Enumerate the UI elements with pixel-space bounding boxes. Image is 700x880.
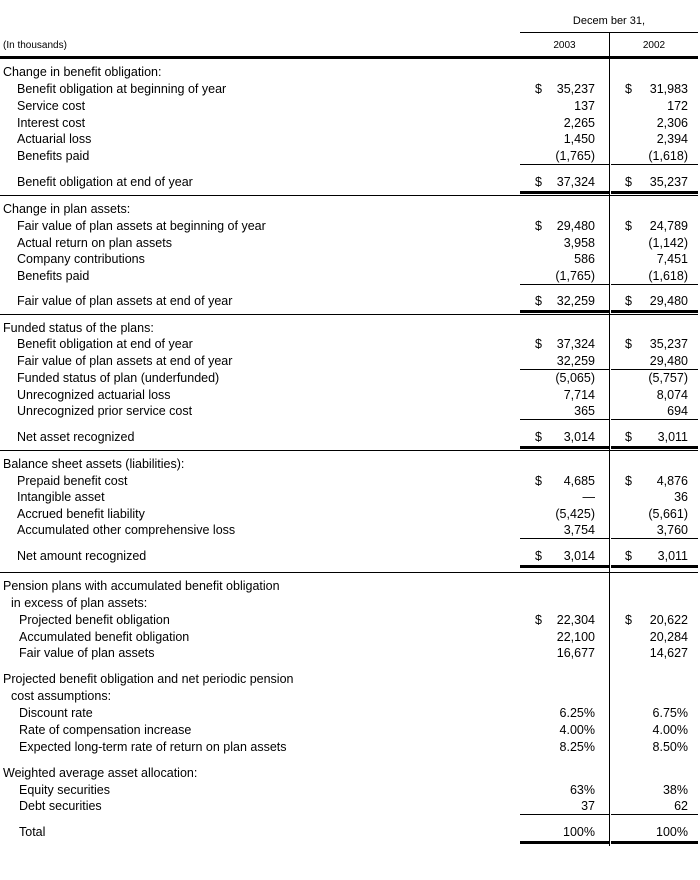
row-label: Net asset recognized [17,430,135,444]
value-2002: 35,237 [649,337,688,351]
row-label: Funded status of the plans: [3,321,154,335]
dollar-sign-2002: $ [625,474,632,488]
dollar-sign-2002: $ [625,294,632,308]
total-double-rule [520,310,609,313]
row-label: Change in plan assets: [3,202,131,216]
row-label: Prepaid benefit cost [17,474,128,488]
row-label: Rate of compensation increase [19,723,192,737]
value-2003: 3,014 [563,430,595,444]
value-2003: 29,480 [556,219,595,233]
table-row [0,201,700,217]
value-2002: 4.00% [652,723,688,737]
table-row [0,595,700,611]
value-2002: 100% [656,825,688,839]
table-row [0,387,700,403]
table-row [0,671,700,687]
row-label: Accrued benefit liability [17,507,145,521]
row-label: Unrecognized actuarial loss [17,388,171,402]
value-2003: 32,259 [556,294,595,308]
value-2002: 3,760 [656,523,688,537]
table-row [0,705,700,721]
value-2003: 7,714 [563,388,595,402]
table-row [0,506,700,522]
subtotal-rule [611,369,698,370]
value-2003: 4,685 [563,474,595,488]
year-2003-header: 2003 [553,40,576,51]
subtotal-rule [520,164,609,165]
value-2003: 3,014 [563,549,595,563]
row-label: Discount rate [19,706,93,720]
value-2003: 22,304 [556,613,595,627]
total-double-rule [520,565,609,568]
row-label: Balance sheet assets (liabilities): [3,457,185,471]
row-label: Company contributions [17,252,145,266]
subtotal-rule [520,814,609,815]
dollar-sign-2003: $ [535,219,542,233]
value-2002: (1,142) [648,236,688,250]
table-row [0,98,700,114]
dollar-sign-2002: $ [625,337,632,351]
table-row [0,722,700,738]
value-2003: 22,100 [556,630,595,644]
row-label: Benefits paid [17,149,90,163]
value-2002: 6.75% [652,706,688,720]
value-2003: 37 [581,799,595,813]
row-label: Total [19,825,46,839]
value-2003: 8.25% [559,740,595,754]
value-2002: 24,789 [649,219,688,233]
value-2003: (1,765) [555,149,595,163]
total-double-rule [611,841,698,844]
value-2002: 14,627 [649,646,688,660]
header-rule [0,56,698,59]
row-label: Accumulated other comprehensive loss [17,523,236,537]
total-double-rule [611,446,698,449]
value-2003: — [582,490,595,504]
row-label: Fair value of plan assets at beginning of year [17,219,266,233]
value-2002: 36 [674,490,688,504]
dollar-sign-2003: $ [535,337,542,351]
table-row [0,81,700,97]
row-label: Projected benefit obligation and net periodic pension [3,672,294,686]
table-row [0,235,700,251]
value-2002: 20,284 [649,630,688,644]
dollar-sign-2003: $ [535,613,542,627]
table-row [0,739,700,755]
dollar-sign-2003: $ [535,474,542,488]
value-2002: 4,876 [656,474,688,488]
value-2003: 137 [574,99,595,113]
row-label: Equity securities [19,783,111,797]
value-2002: 20,622 [649,613,688,627]
value-2003: 2,265 [563,116,595,130]
value-2003: 16,677 [556,646,595,660]
subtotal-rule [520,538,609,539]
table-row [0,131,700,147]
value-2003: 365 [574,404,595,418]
table-row [0,798,700,814]
row-label: Pension plans with accumulated benefit obligation [3,579,280,593]
dollar-sign-2002: $ [625,82,632,96]
value-2003: 4.00% [559,723,595,737]
subtotal-rule [611,284,698,285]
value-2002: 3,011 [657,549,688,563]
table-row [0,456,700,472]
value-2002: (5,757) [648,371,688,385]
value-2002: 7,451 [656,252,688,266]
value-2002: (1,618) [648,269,688,283]
value-2002: 8.50% [652,740,688,754]
table-row [0,473,700,489]
table-row [0,115,700,131]
table-row [0,370,700,386]
value-2002: 3,011 [657,430,688,444]
value-2002: 2,306 [656,116,688,130]
table-row [0,548,700,564]
row-label: Accumulated benefit obligation [19,630,190,644]
table-row [0,612,700,628]
value-2003: 3,958 [563,236,595,250]
total-double-rule [520,446,609,449]
table-row [0,64,700,80]
dollar-sign-2002: $ [625,549,632,563]
row-label: cost assumptions: [11,689,112,703]
table-row [0,578,700,594]
value-2002: 29,480 [649,294,688,308]
units-label: (In thousands) [3,40,67,51]
row-label: Benefits paid [17,269,90,283]
section-separator [0,314,698,315]
row-label: Benefit obligation at beginning of year [17,82,227,96]
value-2002: 8,074 [656,388,688,402]
dollar-sign-2002: $ [625,175,632,189]
table-row [0,148,700,164]
table-row [0,645,700,661]
value-2002: 62 [674,799,688,813]
dollar-sign-2002: $ [625,430,632,444]
row-label: Actual return on plan assets [17,236,172,250]
table-row [0,489,700,505]
section-separator [0,195,698,196]
table-row [0,353,700,369]
total-double-rule [611,191,698,194]
value-2003: 63% [569,783,595,797]
value-2003: 586 [574,252,595,266]
value-2002: 35,237 [649,175,688,189]
row-label: Net amount recognized [17,549,147,563]
value-2003: (1,765) [555,269,595,283]
dollar-sign-2003: $ [535,175,542,189]
row-label: Expected long-term rate of return on plan assets [19,740,287,754]
value-2003: 1,450 [563,132,595,146]
row-label: Intangible asset [17,490,105,504]
subtotal-rule [520,284,609,285]
total-double-rule [611,565,698,568]
value-2003: 32,259 [556,354,595,368]
row-label: Interest cost [17,116,86,130]
dollar-sign-2003: $ [535,549,542,563]
subtotal-rule [520,369,609,370]
row-label: Actuarial loss [17,132,92,146]
table-row [0,782,700,798]
table-row [0,403,700,419]
row-label: Service cost [17,99,86,113]
row-label: Change in benefit obligation: [3,65,162,79]
table-row [0,765,700,781]
total-double-rule [520,841,609,844]
row-label: Projected benefit obligation [19,613,170,627]
dollar-sign-2003: $ [535,430,542,444]
row-label: Benefit obligation at end of year [17,175,193,189]
row-label: Weighted average asset allocation: [3,766,198,780]
section-separator [0,450,698,451]
row-label: Fair value of plan assets at end of year [17,294,233,308]
value-2003: 37,324 [556,175,595,189]
subtotal-rule [611,419,698,420]
table-row [0,688,700,704]
table-row [0,218,700,234]
year-2002-header: 2002 [642,40,666,51]
subtotal-rule [611,814,698,815]
table-row [0,522,700,538]
row-label: Fair value of plan assets [19,646,155,660]
total-double-rule [520,191,609,194]
row-label: in excess of plan assets: [11,596,148,610]
table-row [0,429,700,445]
dollar-sign-2002: $ [625,219,632,233]
dollar-sign-2003: $ [535,294,542,308]
row-label: Benefit obligation at end of year [17,337,193,351]
total-double-rule [611,310,698,313]
subtotal-rule [611,538,698,539]
value-2003: 35,237 [556,82,595,96]
value-2003: 6.25% [559,706,595,720]
value-2003: (5,425) [555,507,595,521]
value-2003: (5,065) [555,371,595,385]
table-row [0,824,700,840]
row-label: Funded status of plan (underfunded) [17,371,220,385]
value-2003: 100% [563,825,595,839]
subtotal-rule [611,164,698,165]
table-row [0,293,700,309]
table-row [0,320,700,336]
value-2002: 31,983 [649,82,688,96]
table-row [0,336,700,352]
row-label: Debt securities [19,799,102,813]
value-2002: 29,480 [649,354,688,368]
dollar-sign-2002: $ [625,613,632,627]
table-row [0,629,700,645]
section-separator [0,572,698,573]
row-label: Fair value of plan assets at end of year [17,354,233,368]
table-row [0,268,700,284]
subtotal-rule [520,419,609,420]
dollar-sign-2003: $ [535,82,542,96]
table-row [0,251,700,267]
value-2003: 37,324 [556,337,595,351]
value-2002: (5,661) [648,507,688,521]
value-2002: (1,618) [648,149,688,163]
row-label: Unrecognized prior service cost [17,404,193,418]
value-2002: 172 [667,99,688,113]
period-header: Decem ber 31, [572,15,646,27]
value-2002: 694 [667,404,688,418]
value-2002: 2,394 [656,132,688,146]
value-2002: 38% [662,783,688,797]
table-row [0,174,700,190]
value-2003: 3,754 [563,523,595,537]
